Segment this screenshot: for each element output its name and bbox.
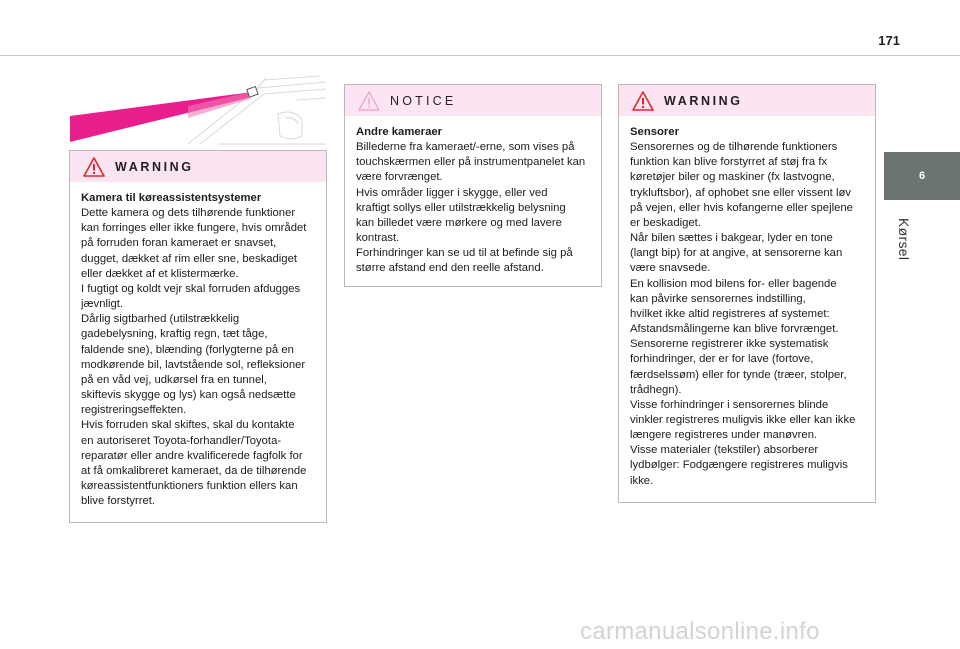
body-line: trådhegn). (630, 383, 682, 396)
body-line: Dårlig sigtbarhed (utilstrækkelig (81, 313, 240, 326)
body-line: køretøjer biler og maskiner (fx lastvogne, (630, 171, 835, 184)
body-line: faldende sne), blænding (forlygterne på en (81, 343, 294, 356)
body-line: Visse materialer (tekstiler) absorberer (630, 444, 819, 457)
body-line: Afstandsmålingerne kan blive forvrænget. (630, 323, 839, 336)
body-line: kan påvirke sensorernes indstilling, (630, 292, 806, 305)
body-line: Forhindringer kan se ud til at befinde sig på (356, 247, 573, 260)
body-line: registreringseffekten. (81, 404, 187, 417)
warning-body (619, 116, 875, 489)
body-line: kraftigt sollys eller utilstrækkelig belysning (356, 201, 566, 214)
body-line: trykluftsbor), af ophobet sne eller vissent løv (630, 186, 852, 199)
warning-triangle-icon (83, 157, 105, 177)
notice-box-header (345, 85, 601, 116)
body-line: (langt bip) for at angive, at sensorerne kan (630, 247, 843, 260)
notice-body (345, 116, 601, 277)
warning-heading: Sensorer (630, 126, 679, 138)
body-line: forhindringer, der er for lave (fortove, (630, 353, 814, 366)
body-line: være snavsede. (630, 262, 711, 275)
body-line: vinkler registreres muligvis ikke eller kan ikke (630, 413, 856, 426)
body-line: kontrast. (356, 232, 400, 245)
top-divider (0, 55, 960, 56)
notice-triangle-icon (358, 91, 380, 111)
body-line: kan forringes eller ikke fungere, hvis området (81, 222, 307, 235)
body-line: er beskadiget. (630, 216, 701, 229)
chapter-tab[interactable]: 6 (884, 152, 960, 200)
windshield-camera-illustration (68, 74, 326, 150)
body-line: touchskærmen eller på instrumentpanelet kan (356, 156, 586, 169)
warning-box-header (70, 151, 326, 182)
notice-box-cameras (344, 84, 602, 287)
body-line: En kollision mod bilens for- eller bagende (630, 277, 837, 290)
chapter-title: Kørsel (896, 218, 912, 261)
warning-title: WARNING (664, 93, 743, 108)
body-line: en autoriseret Toyota-forhandler/Toyota- (81, 434, 282, 447)
body-line: at få omkalibreret kameraet, da de tilhørende (81, 464, 307, 477)
body-line: funktion kan blive forstyrret af støj fra fx (630, 156, 828, 169)
body-line: på en våd vej, udkørsel fra en tunnel, (81, 373, 267, 386)
body-line: eller dækket af et klistermærke. (81, 267, 239, 280)
body-line: blive forstyrret. (81, 495, 156, 508)
body-line: længere registreres under manøvren. (630, 429, 818, 442)
body-line: Sensorerne registrerer ikke systematisk (630, 338, 829, 351)
body-line: gadebelysning, kraftig regn, tæt tåge, (81, 328, 268, 341)
body-line: dugget, dækket af rim eller sne, beskadiget (81, 252, 298, 265)
warning-box-sensors (618, 84, 876, 503)
body-line: lydbølger: Fodgængere registreres muligvis (630, 459, 848, 472)
warning-triangle-icon (632, 91, 654, 111)
body-line: på forruden foran kameraet er snavset, (81, 237, 277, 250)
notice-title: NOTICE (390, 93, 457, 108)
body-line: hvilket ikke altid registreres af systemet: (630, 307, 830, 320)
body-line: færdselssøm) eller for tynde (træer, stolper, (630, 368, 847, 381)
body-line: modkørende bil, lavtstående sol, refleksioner (81, 358, 306, 371)
body-line: Hvis forruden skal skiftes, skal du kontakte (81, 419, 295, 432)
body-line: køreassistentfunktioners funktion ellers kan (81, 479, 298, 492)
warning-box-camera (69, 150, 327, 523)
page-number: 171 (878, 33, 900, 48)
watermark: carmanualsonline.info (580, 618, 820, 645)
body-line: I fugtigt og koldt vejr skal forruden afdugges (81, 282, 301, 295)
body-line: reparatør eller andre kvalificerede fagfolk for (81, 449, 303, 462)
warning-heading: Kamera til køreassistentsystemer (81, 192, 262, 204)
warning-title: WARNING (115, 159, 194, 174)
body-line: ikke. (630, 474, 654, 487)
body-line: jævnligt. (81, 298, 124, 311)
body-line: Når bilen sættes i bakgear, lyder en tone (630, 232, 833, 245)
body-line: Sensorernes og de tilhørende funktioners (630, 141, 838, 154)
body-line: Visse forhindringer i sensorernes blinde (630, 398, 829, 411)
body-line: Hvis områder ligger i skygge, eller ved (356, 186, 548, 199)
body-line: kan billedet være mørkere og med lavere (356, 216, 562, 229)
body-line: skiftevis skygge og lys) kan også nedsætte (81, 389, 296, 402)
body-line: større afstand end den reelle afstand. (356, 262, 544, 275)
body-line: på vejen, eller hvis kofangerne eller spejlene (630, 201, 853, 214)
camera-unit (247, 87, 258, 98)
body-line: Billederne fra kameraet/-erne, som vises på (356, 141, 575, 154)
warning-box-header (619, 85, 875, 116)
body-line: Dette kamera og dets tilhørende funktioner (81, 207, 296, 220)
body-line: være forvrænget. (356, 171, 443, 184)
notice-heading: Andre kameraer (356, 126, 443, 138)
warning-body (70, 182, 326, 509)
